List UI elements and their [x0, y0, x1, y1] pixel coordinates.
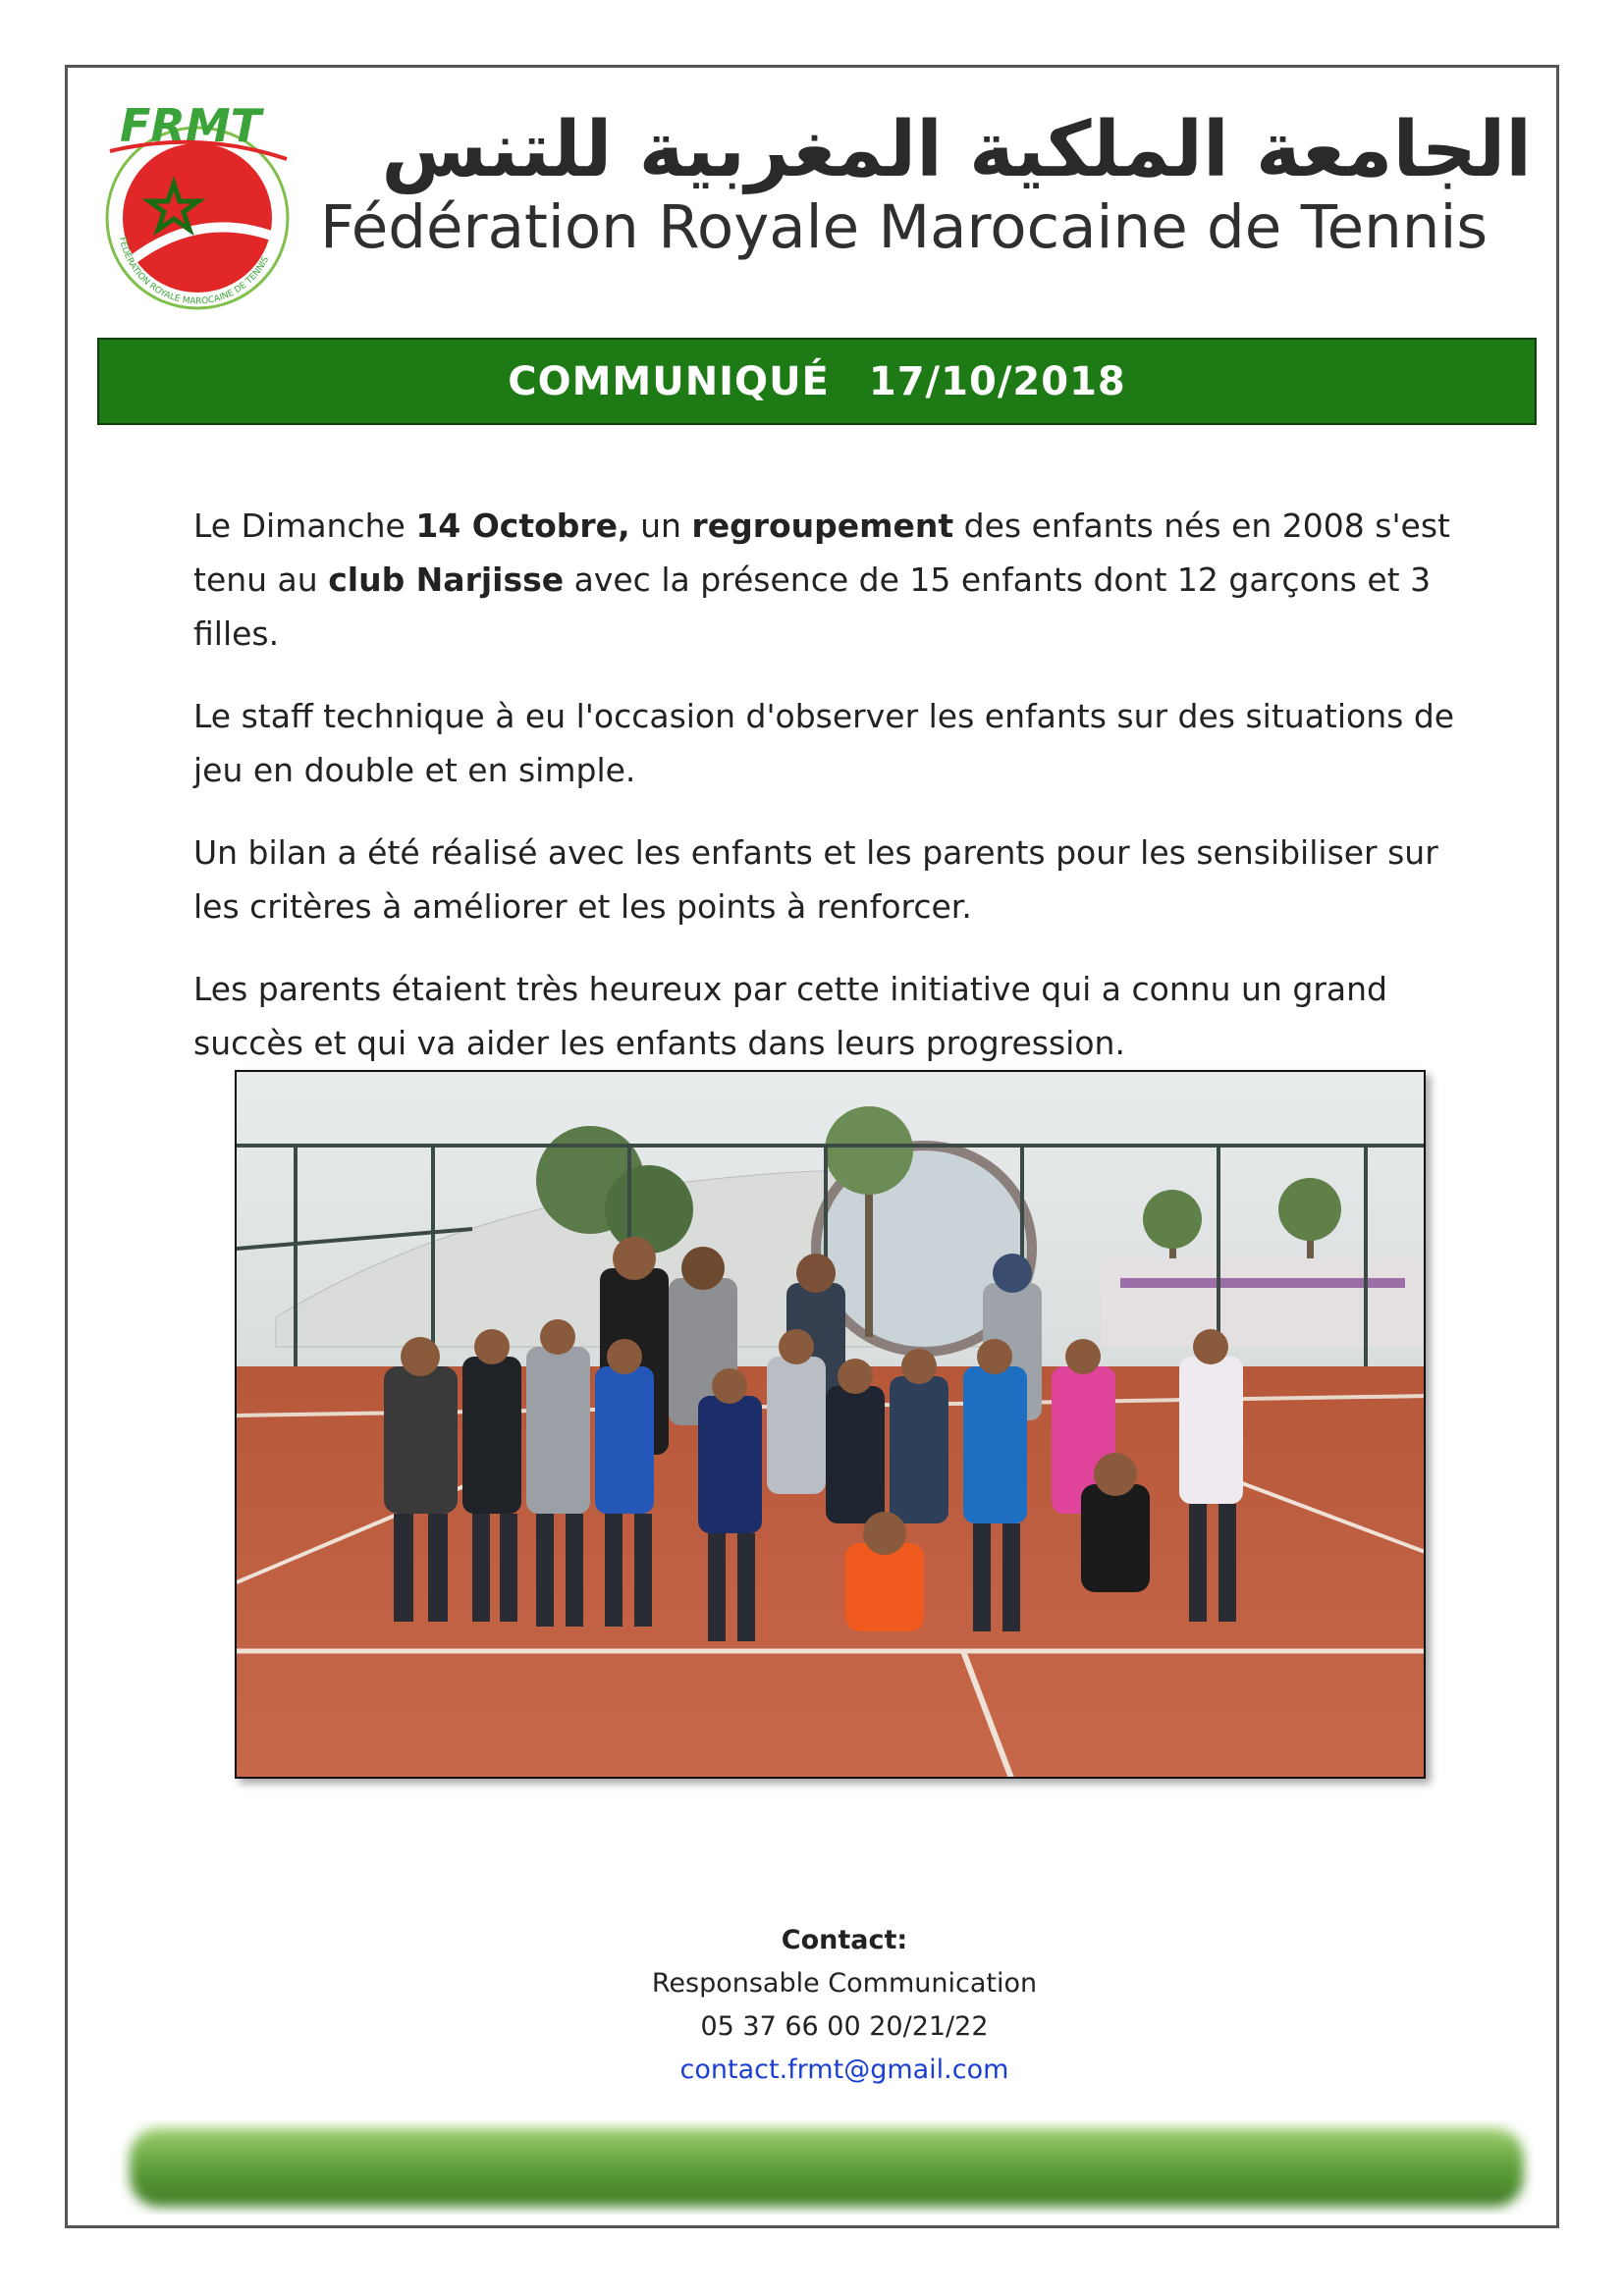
grass-footer-image [120, 2118, 1534, 2216]
frmt-logo [90, 90, 304, 322]
communique-banner [97, 338, 1537, 425]
group-photo-illustration [237, 1072, 1426, 1779]
contact-role: Responsable Communication [651, 1968, 1038, 1999]
contact-phone: 05 37 66 00 20/21/22 [700, 2011, 989, 2042]
text-run: Le Dimanche [193, 507, 416, 545]
french-title: Fédération Royale Marocaine de Tennis [320, 192, 1489, 262]
contact-heading: Contact: [781, 1925, 908, 1955]
paragraph-2: Le staff technique à eu l'occasion d'observer les enfants sur des situations de jeu en double et en simple. [193, 697, 1455, 789]
contact-block [550, 1919, 1139, 2092]
text-run: un [629, 507, 692, 545]
text-run: des enfants nés en 2008 s'est tenu au [193, 507, 1450, 599]
banner-date: 17/10/2018 [868, 358, 1126, 404]
logo-text: FRMT [120, 99, 261, 152]
arabic-title: الجامعة الملكية المغربية للتنس [381, 106, 1532, 194]
text-run-bold: 14 Octobre, [415, 507, 630, 545]
group-photo [235, 1070, 1426, 1779]
paragraph-3: Un bilan a été réalisé avec les enfants et les parents pour les sensibiliser sur les critères à améliorer et les points à renforcer. [193, 833, 1438, 926]
banner-label: COMMUNIQUÉ [508, 358, 830, 404]
logo-ring-text: FÉDÉRATION ROYALE MAROCAINE DE TENNIS [117, 236, 272, 307]
text-run-bold: regroupement [691, 507, 954, 545]
paragraph-1 [193, 499, 1460, 661]
communique-body [193, 499, 1460, 1098]
text-run-bold: club Narjisse [328, 561, 565, 599]
contact-email-link[interactable]: contact.frmt@gmail.com [679, 2055, 1009, 2085]
paragraph-4: Les parents étaient très heureux par cette initiative qui a connu un grand succès et qui va aider les enfants dans leurs progression. [193, 970, 1387, 1062]
text-run: avec la présence de 15 enfants dont 12 garçons et 3 filles. [193, 561, 1432, 653]
